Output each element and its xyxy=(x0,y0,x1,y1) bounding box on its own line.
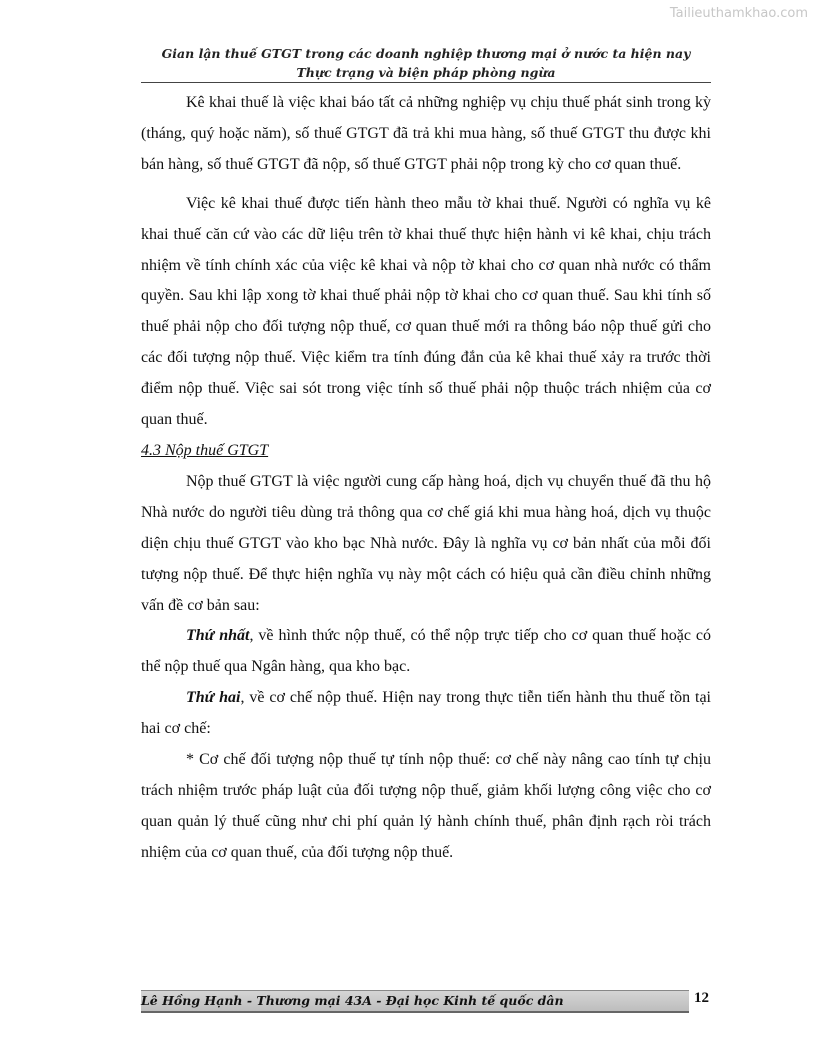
paragraph-first-point xyxy=(141,621,711,683)
paragraph-tax-declaration: Kê khai thuế là việc khai báo tất cả những nghiệp vụ chịu thuế phát sinh trong kỳ (tháng, quý hoặc năm), số thuế GTGT đã trả khi mua hàng, số thuế GTGT thu được khi bán hàng, số thuế GTGT đã nộp, số thuế GTGT phải nộp trong kỳ cho cơ quan thuế. xyxy=(141,94,711,173)
paragraph-tax-payment: Nộp thuế GTGT là việc người cung cấp hàng hoá, dịch vụ chuyển thuế đã thu hộ Nhà nước do người tiêu dùng trả thông qua cơ chế giá khi mua hàng hoá, dịch vụ thuộc diện chịu thuế GTGT vào kho bạc Nhà nước. Đây là nghĩa vụ cơ bản nhất của mỗi đối tượng nộp thuế. Để thực hiện nghĩa vụ này một cách có hiệu quả cần điều chỉnh những vấn đề cơ bản sau: xyxy=(141,472,711,614)
section-heading: 4.3 Nộp thuế GTGT xyxy=(141,441,269,459)
second-point-text: , về cơ chế nộp thuế. Hiện nay trong thực tiễn tiến hành thu thuế tồn tại hai cơ chế: xyxy=(141,689,711,738)
paragraph-declaration-procedure: Việc kê khai thuế được tiến hành theo mẫu tờ khai thuế. Người có nghĩa vụ kê khai thuế căn cứ vào các dữ liệu trên tờ khai thuế thực hiện hành vi kê khai, chịu trách nhiệm về tính chính xác của việc kê khai và nộp tờ khai cho cơ quan nhà nước có thẩm quyền. Sau khi lập xong tờ khai thuế phải nộp tờ khai cho cơ quan thuế. Sau khi tính số thuế phải nộp cho đối tượng nộp thuế, cơ quan thuế mới ra thông báo nộp thuế gửi cho các đối tượng nộp thuế. Việc kiểm tra tính đúng đắn của kê khai thuế xảy ra trước thời điểm nộp thuế. Việc sai sót trong việc tính số thuế phải nộp thuộc trách nhiệm của cơ quan thuế. xyxy=(141,194,711,429)
watermark: Tailieuthamkhao.com xyxy=(669,6,808,21)
paragraph-second-point xyxy=(141,683,711,745)
header-line-2: Thực trạng và biện pháp phòng ngừa xyxy=(296,65,556,80)
header-line-1: Gian lận thuế GTGT trong các doanh nghiệp thương mại ở nước ta hiện nay xyxy=(161,46,691,61)
page-number: 12 xyxy=(694,990,709,1006)
paragraph-self-assessment: * Cơ chế đối tượng nộp thuế tự tính nộp thuế: cơ chế này nâng cao tính tự chịu trách nhiệm trước pháp luật của đối tượng nộp thuế, giảm khối lượng công việc cho cơ quan quản lý thuế cũng như chi phí quản lý hành chính thuế, phân định rạch ròi trách nhiệm của cơ quan thuế, của đối tượng nộp thuế. xyxy=(141,751,711,861)
first-point-text: , về hình thức nộp thuế, có thể nộp trực tiếp cho cơ quan thuế hoặc có thể nộp thuế qua Ngân hàng, qua kho bạc. xyxy=(141,627,711,676)
header-divider xyxy=(141,82,711,83)
document-body xyxy=(141,88,711,869)
first-point-lead: Thứ nhất xyxy=(186,627,250,645)
footer-author: Lê Hồng Hạnh - Thương mại 43A - Đại học Kinh tế quốc dân xyxy=(141,993,564,1008)
running-header xyxy=(141,44,711,82)
second-point-lead: Thứ hai xyxy=(186,689,241,707)
